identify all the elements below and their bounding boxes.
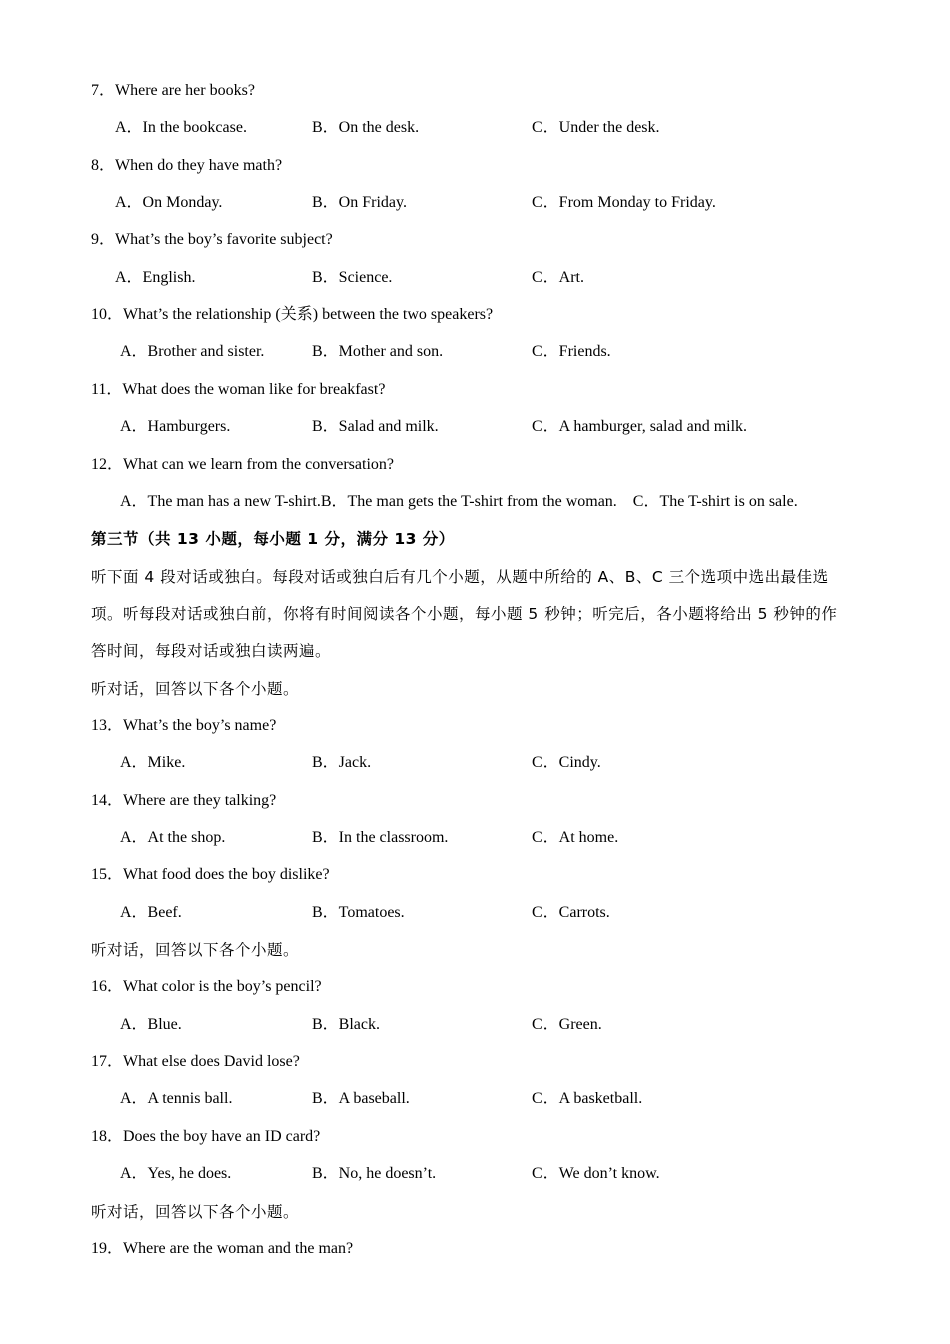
option-a: A．Brother and sister. xyxy=(120,343,265,360)
option-b: B．Tomatoes. xyxy=(312,904,405,921)
option-a: A．Blue. xyxy=(120,1016,182,1033)
question-stem: 10．What’s the relationship (关系) between the two speakers? xyxy=(91,306,494,323)
option-c: C．Carrots. xyxy=(532,904,610,921)
option-b: B．Jack. xyxy=(312,754,372,771)
instruction-text: 听对话，回答以下各个小题。 xyxy=(91,1203,300,1221)
option-a: A．At the shop. xyxy=(120,829,226,846)
question-stem: 14．Where are they talking? xyxy=(91,792,277,809)
option-c: C．From Monday to Friday. xyxy=(532,194,716,211)
option-c: C．Under the desk. xyxy=(532,119,660,136)
option-b: B．Science. xyxy=(312,269,393,286)
question-stem: 7．Where are her books? xyxy=(91,82,255,99)
question-stem: 19．Where are the woman and the man? xyxy=(91,1240,354,1257)
question-stem: 11．What does the woman like for breakfast? xyxy=(91,381,386,398)
option-c: C．Cindy. xyxy=(532,754,601,771)
option-a: A．A tennis ball. xyxy=(120,1090,233,1107)
option-c: C．Friends. xyxy=(532,343,611,360)
option-b: B．Salad and milk. xyxy=(312,418,439,435)
option-b: B．Mother and son. xyxy=(312,343,444,360)
question-stem: 17．What else does David lose? xyxy=(91,1053,300,1070)
question-stem: 9．What’s the boy’s favorite subject? xyxy=(91,231,333,248)
question-stem: 15．What food does the boy dislike? xyxy=(91,866,330,883)
question-stem: 16．What color is the boy’s pencil? xyxy=(91,978,322,995)
option-c: C．A hamburger, salad and milk. xyxy=(532,418,748,435)
option-a: A．In the bookcase. xyxy=(115,119,247,136)
question-stem: 13．What’s the boy’s name? xyxy=(91,717,277,734)
instruction-text: 听对话，回答以下各个小题。 xyxy=(91,680,300,698)
instruction-text: 项。听每段对话或独白前，你将有时间阅读各个小题，每小题 5 秒钟；听完后，各小题将给出 5 秒钟的作 xyxy=(91,605,838,623)
option-b: B．In the classroom. xyxy=(312,829,449,846)
option-a: A．Hamburgers. xyxy=(120,418,231,435)
option-c: C．Green. xyxy=(532,1016,602,1033)
option-b: B．Black. xyxy=(312,1016,380,1033)
option-a: A．Yes, he does. xyxy=(120,1165,232,1182)
question-stem: 18．Does the boy have an ID card? xyxy=(91,1128,321,1145)
option-b: B．No, he doesn’t. xyxy=(312,1165,437,1182)
option-c: C．At home. xyxy=(532,829,619,846)
option-a: A．On Monday. xyxy=(115,194,223,211)
section-heading: 第三节（共 13 小题，每小题 1 分，满分 13 分） xyxy=(91,530,455,548)
option-a: A．Mike. xyxy=(120,754,186,771)
question-stem: 12．What can we learn from the conversation? xyxy=(91,456,394,473)
option-line: A．The man has a new T-shirt.B．The man gets the T-shirt from the woman. C．The T-shirt is on sale. xyxy=(120,493,798,510)
option-a: A．English. xyxy=(115,269,196,286)
option-b: B．On Friday. xyxy=(312,194,407,211)
instruction-text: 听下面 4 段对话或独白。每段对话或独白后有几个小题，从题中所给的 A、B、C 三个选项中选出最佳选 xyxy=(91,568,829,586)
question-stem: 8．When do they have math? xyxy=(91,157,283,174)
option-c: C．We don’t know. xyxy=(532,1165,660,1182)
instruction-text: 答时间，每段对话或独白读两遍。 xyxy=(91,642,332,660)
instruction-text: 听对话，回答以下各个小题。 xyxy=(91,941,300,959)
option-c: C．Art. xyxy=(532,269,585,286)
option-b: B．On the desk. xyxy=(312,119,420,136)
option-a: A．Beef. xyxy=(120,904,182,921)
option-b: B．A baseball. xyxy=(312,1090,410,1107)
option-c: C．A basketball. xyxy=(532,1090,643,1107)
